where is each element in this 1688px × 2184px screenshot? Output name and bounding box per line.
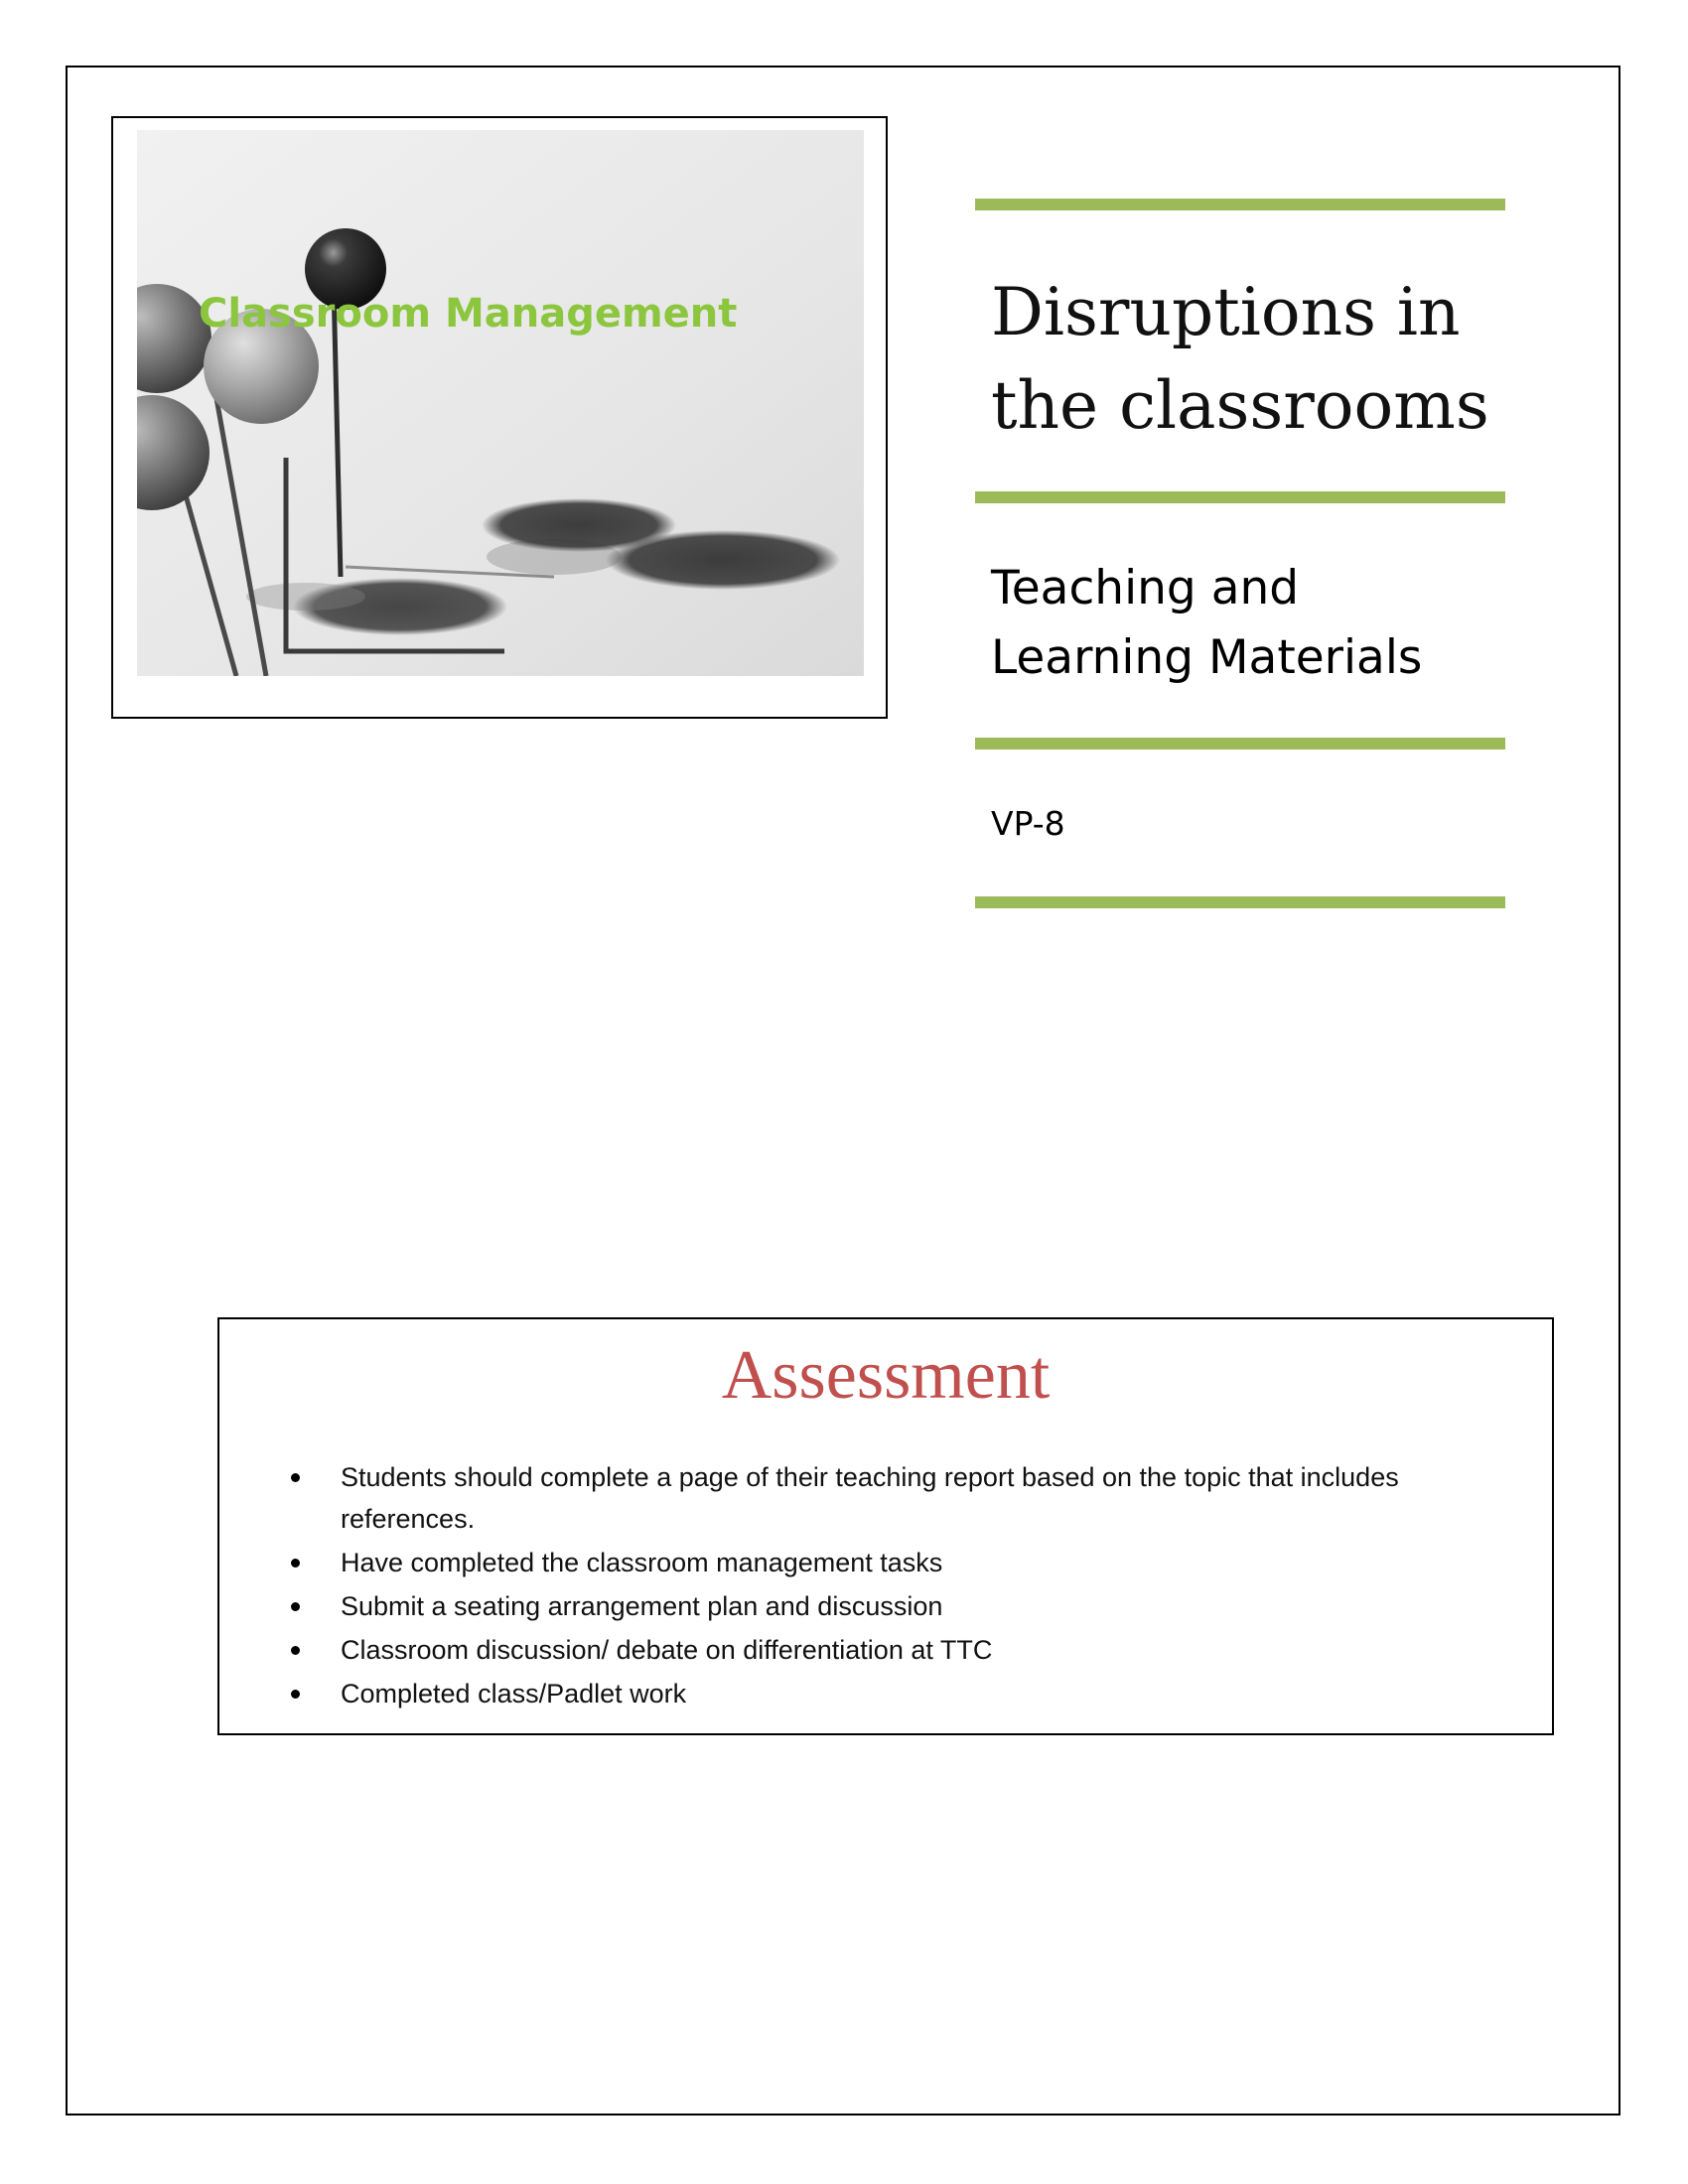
divider-rule: [975, 738, 1505, 750]
list-item: [219, 1542, 1510, 1583]
assessment-heading: Assessment: [721, 1337, 1051, 1414]
bullet-icon: [291, 1646, 300, 1655]
document-title: Disruptions in the classrooms: [991, 274, 1489, 444]
list-item: [219, 1585, 1510, 1627]
push-pins-illustration: [137, 130, 864, 676]
cover-image-frame: [111, 116, 888, 719]
divider-rule: [975, 199, 1505, 210]
list-item: [219, 1456, 1510, 1540]
document-subtitle: Teaching and Learning Materials: [991, 561, 1423, 685]
divider-rule: [975, 896, 1505, 908]
list-item-text: Have completed the classroom management tasks: [341, 1548, 943, 1577]
cover-image: [137, 130, 864, 676]
document-code: VP-8: [991, 804, 1065, 843]
bullet-icon: [291, 1602, 300, 1611]
assessment-box: [217, 1317, 1554, 1735]
list-item: [219, 1629, 1510, 1671]
list-item-text: Completed class/Padlet work: [341, 1679, 687, 1708]
list-item: [219, 1673, 1510, 1714]
list-item-text: Students should complete a page of their teaching report based on the topic that includes references.: [341, 1462, 1399, 1534]
list-item-text: Classroom discussion/ debate on differentiation at TTC: [341, 1635, 993, 1665]
bullet-icon: [291, 1559, 300, 1568]
bullet-icon: [291, 1473, 300, 1482]
divider-rule: [975, 491, 1505, 503]
assessment-list: [219, 1456, 1510, 1716]
cover-image-text: Classroom Management: [199, 291, 738, 337]
bullet-icon: [291, 1690, 300, 1699]
list-item-text: Submit a seating arrangement plan and discussion: [341, 1591, 943, 1621]
